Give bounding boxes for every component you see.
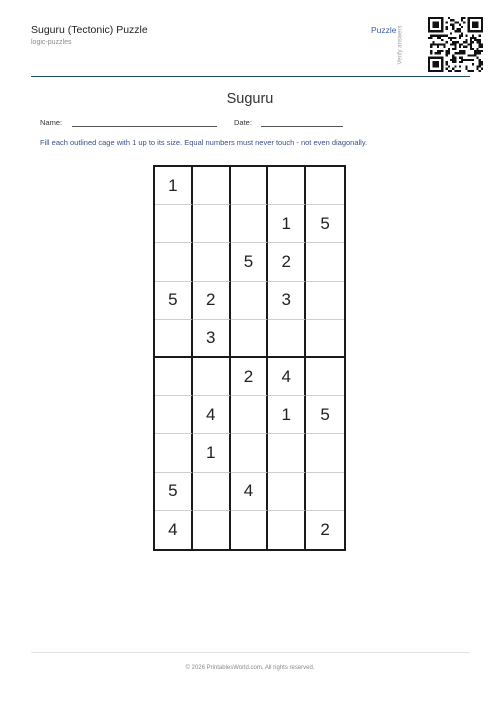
site-category: logic-puzzles — [31, 39, 72, 46]
grid-cell[interactable] — [306, 320, 344, 358]
grid-cell[interactable] — [306, 434, 344, 472]
grid-cell[interactable] — [155, 434, 193, 472]
grid-cell[interactable] — [231, 320, 269, 358]
grid-cell[interactable] — [268, 511, 306, 549]
grid-cell[interactable] — [306, 282, 344, 320]
grid-cell[interactable] — [268, 434, 306, 472]
qr-code-icon[interactable] — [428, 17, 483, 72]
grid-cell[interactable]: 5 — [155, 282, 193, 320]
grid-cell[interactable]: 1 — [193, 434, 231, 472]
grid-cell[interactable]: 1 — [268, 205, 306, 243]
grid-cell[interactable] — [193, 358, 231, 396]
grid-cell[interactable] — [268, 473, 306, 511]
grid-cell[interactable] — [193, 167, 231, 205]
grid-cell[interactable] — [306, 167, 344, 205]
grid-cell[interactable] — [231, 396, 269, 434]
grid-cell[interactable] — [155, 358, 193, 396]
instructions: Fill each outlined cage with 1 up to its size. Equal numbers must never touch - not even diagonally. — [40, 138, 368, 147]
grid-cell[interactable] — [193, 243, 231, 281]
grid-cell[interactable] — [231, 167, 269, 205]
grid-cell[interactable]: 2 — [193, 282, 231, 320]
footer-divider — [31, 652, 470, 653]
grid-cell[interactable] — [306, 358, 344, 396]
grid-cell[interactable]: 4 — [155, 511, 193, 549]
worksheet-title: Suguru — [226, 91, 274, 107]
name-label: Name: — [40, 118, 63, 127]
grid-cell[interactable]: 4 — [231, 473, 269, 511]
date-field[interactable] — [261, 126, 343, 127]
grid-cell[interactable]: 3 — [193, 320, 231, 358]
grid-cell[interactable]: 5 — [306, 205, 344, 243]
site-title: Suguru (Tectonic) Puzzle — [31, 24, 148, 36]
grid-cell[interactable] — [155, 243, 193, 281]
grid-cell[interactable] — [155, 396, 193, 434]
grid-cell[interactable] — [231, 511, 269, 549]
grid-cell[interactable]: 2 — [320, 519, 330, 539]
verify-answers-text: Verify answers — [397, 25, 404, 65]
grid-cell[interactable] — [306, 473, 344, 511]
grid-cell[interactable]: 1 — [155, 167, 193, 205]
grid-cell[interactable]: 4 — [193, 396, 231, 434]
grid-cell[interactable] — [268, 167, 306, 205]
grid-cell[interactable] — [155, 320, 193, 358]
grid-cell[interactable]: 2 — [268, 243, 306, 281]
grid-cell[interactable] — [193, 473, 231, 511]
suguru-grid — [153, 165, 346, 551]
grid-cell[interactable]: 5 — [231, 243, 269, 281]
grid-cell[interactable] — [193, 511, 231, 549]
footer-copyright: © 2026 PrintablesWorld.com. All rights reserved. — [185, 665, 315, 671]
grid-cell[interactable]: 3 — [268, 282, 306, 320]
grid-cell[interactable] — [231, 434, 269, 472]
grid-cell[interactable] — [268, 320, 306, 358]
grid-cell[interactable]: 2 — [231, 358, 269, 396]
grid-cell[interactable] — [231, 282, 269, 320]
grid-cell[interactable]: 1 — [268, 396, 306, 434]
grid-cell[interactable]: 5 — [155, 473, 193, 511]
grid-cell[interactable] — [193, 205, 231, 243]
grid-cell[interactable] — [231, 205, 269, 243]
grid-cell[interactable] — [306, 243, 344, 281]
header-divider — [31, 76, 470, 77]
grid-cell[interactable]: 4 — [268, 358, 306, 396]
grid-cell[interactable]: 5 — [306, 396, 344, 434]
name-field[interactable] — [72, 126, 217, 127]
date-label: Date: — [234, 118, 252, 127]
puzzle-badge: Puzzle — [371, 25, 397, 35]
grid-cell[interactable] — [155, 205, 193, 243]
